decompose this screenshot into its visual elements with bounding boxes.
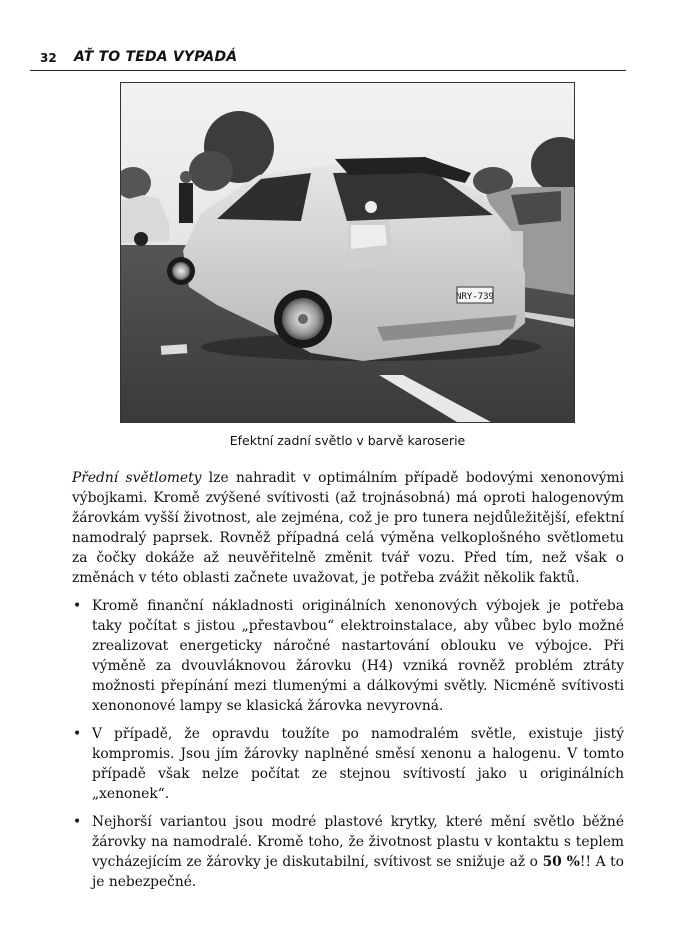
intro-paragraph — [72, 468, 624, 588]
license-plate: NRY-739 — [456, 292, 494, 302]
figure-caption: Efektní zadní světlo v barvě karoserie — [229, 433, 466, 448]
list-item-text-end: !! A to je nebezpečné. — [92, 854, 624, 890]
list-item-text: Kromě finanční nákladnosti originálních xenonových výbojek je potřeba taky počítat s jistou „přestavbou“ elektroinstalace, aby vůbec bylo možné zrealizovat energeticky náročné nastartování oblouku ve výbojce. Při výměně za dvouvláknovou žárovku (H4) vzniká rovněž problém ztráty možnosti přepínání mezi tlumenými a dálkovými světly. Nicméně svítivosti xenononové lampy se klasická žárovka nevyrovná. — [92, 598, 624, 714]
bullet-marker: • — [73, 814, 82, 830]
bullet-marker: • — [73, 726, 82, 742]
page-number: 32 — [40, 51, 57, 65]
bullet-list — [72, 596, 624, 892]
chapter-title: AŤ TO TEDA VYPADÁ — [74, 49, 238, 65]
car-photo — [120, 82, 575, 423]
list-item-text: Nejhorší variantou jsou modré plastové krytky, které mění světlo běžné žárovky na namodralé. Kromě toho, že životnost plastu v kontaktu s teplem vycházejícím ze žárovky je diskutabilní, svítivost se snižuje až o — [92, 814, 624, 870]
intro-text: lze nahradit v optimálním případě bodovými xenonovými výbojkami. Kromě zvýšené svítivosti (až trojnásobná) má oproti halogenovým žárovkám vyšší životnost, ale zejména, což je pro tunera nejdůležitější, efektní namodralý paprsek. Rovněž případná celá výměna velkoplošného světlometu za čočky dokáže až neuvěřitelně změnit tvář vozu. Před tím, než však o změnách v této oblasti začnete uvažovat, je potřeba zvážit několik faktů. — [72, 470, 624, 586]
list-item-text: V případě, že opravdu toužíte po namodralém světle, existuje jistý kompromis. Jsou jím žárovky naplněné směsí xenonu a halogenu. V tomto případě však nelze počítat ze stejnou svítivostí jako u originálních „xenonek“. — [92, 726, 624, 802]
list-item — [72, 724, 624, 804]
intro-emphasis: Přední světlomety — [72, 470, 202, 486]
background-person — [179, 171, 193, 223]
highlight-percentage: 50 % — [542, 854, 580, 870]
bullet-marker: • — [73, 598, 82, 614]
page-header — [30, 48, 626, 71]
list-item — [72, 812, 624, 892]
list-item — [72, 596, 624, 716]
car-photo-illustration — [121, 83, 574, 422]
article-body — [72, 468, 624, 900]
